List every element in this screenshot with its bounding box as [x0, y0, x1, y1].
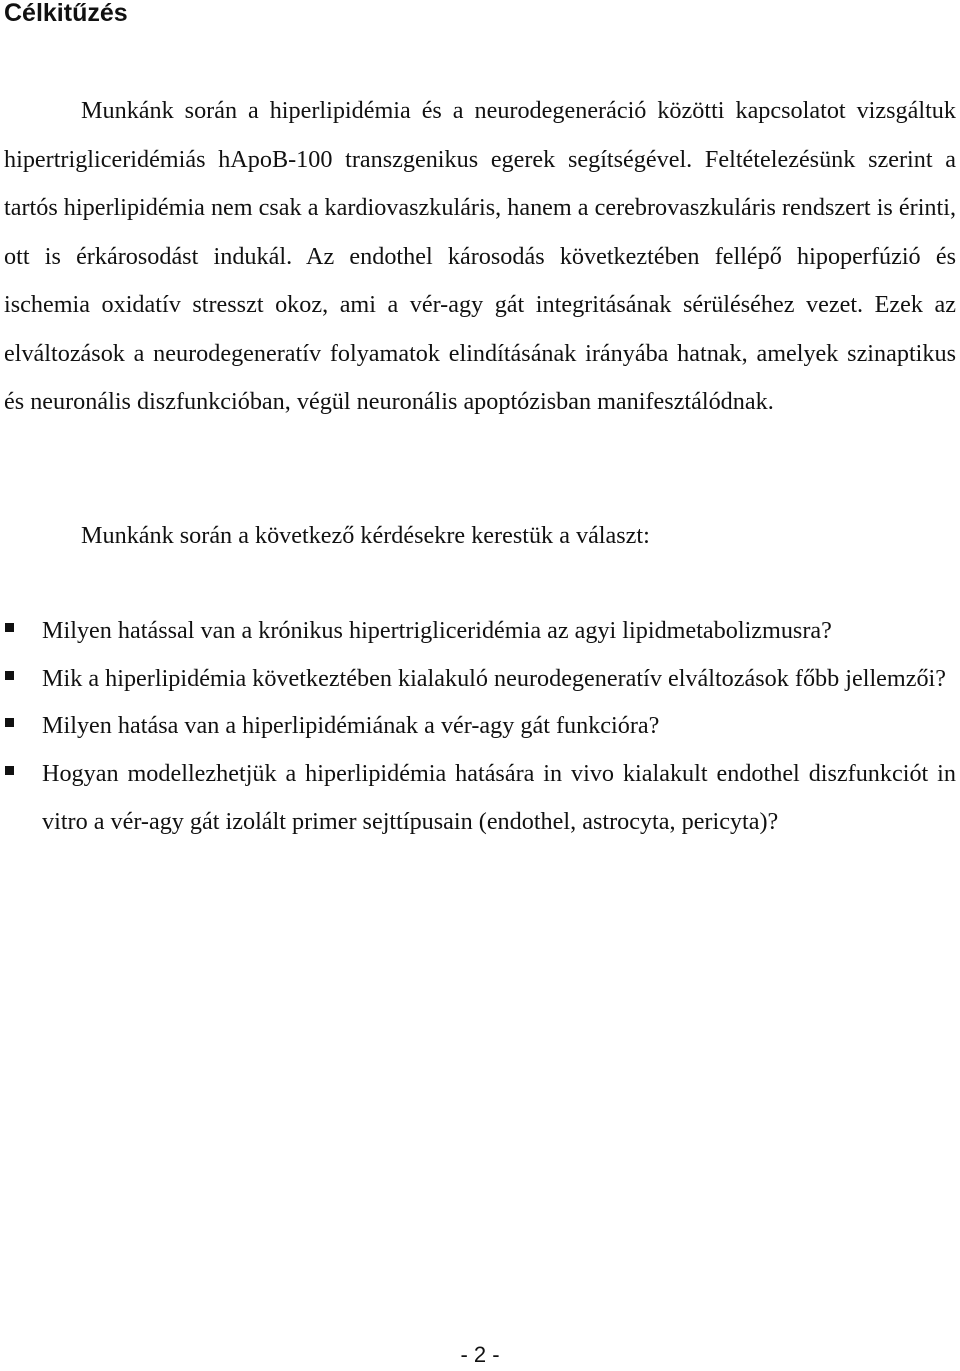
- question-text: Mik a hiperlipidémia következtében kialakuló neurodegeneratív elváltozások főbb jellemzői?: [42, 664, 947, 692]
- list-item: [42, 655, 956, 703]
- question-text: Milyen hatással van a krónikus hipertrigliceridémia az agyi lipidmetabolizmusra?: [42, 617, 832, 644]
- square-bullet-icon: [5, 623, 14, 632]
- paragraph-questions-intro: Munkánk során a következő kérdésekre kerestük a választ:: [81, 522, 650, 549]
- questions-list: [42, 607, 956, 846]
- paragraph-aims: Munkánk során a hiperlipidémia és a neurodegeneráció közötti kapcsolatot vizsgáltuk hipertrigliceridémiás hApoB-100 transzgenikus egerek segítségével. Feltételezésünk szerint a tartós hiperlipidémia nem csak a kardiovaszkuláris, hanem a cerebrovaszkuláris rendszert is érinti, ott is érkárosodást indukál. Az endothel károsodás következtében fellépő hipoperfúzió és ischemia oxidatív stresszt okoz, ami a vér-agy gát integritásának sérüléséhez vezet. Ezek az elváltozások a neurodegeneratív folyamatok elindításának irányába hatnak, amelyek szinaptikus és neuronális diszfunkcióban, végül neuronális apoptózisban manifesztálódnak.: [4, 97, 956, 415]
- list-item: [42, 702, 956, 750]
- question-text: Milyen hatása van a hiperlipidémiának a vér-agy gát funkcióra?: [42, 712, 660, 740]
- square-bullet-icon: [5, 718, 14, 727]
- page-number: - 2 -: [460, 1342, 500, 1367]
- list-item: [42, 750, 956, 845]
- square-bullet-icon: [5, 766, 14, 775]
- question-text: Hogyan modellezhetjük a hiperlipidémia hatására in vivo kialakult endothel diszfunkciót in vitro a vér-agy gát izolált primer sejttípusain (endothel, astrocyta, pericyta)?: [42, 760, 956, 835]
- list-item: [42, 607, 956, 655]
- section-heading: Célkitűzés: [4, 0, 128, 27]
- square-bullet-icon: [5, 671, 14, 680]
